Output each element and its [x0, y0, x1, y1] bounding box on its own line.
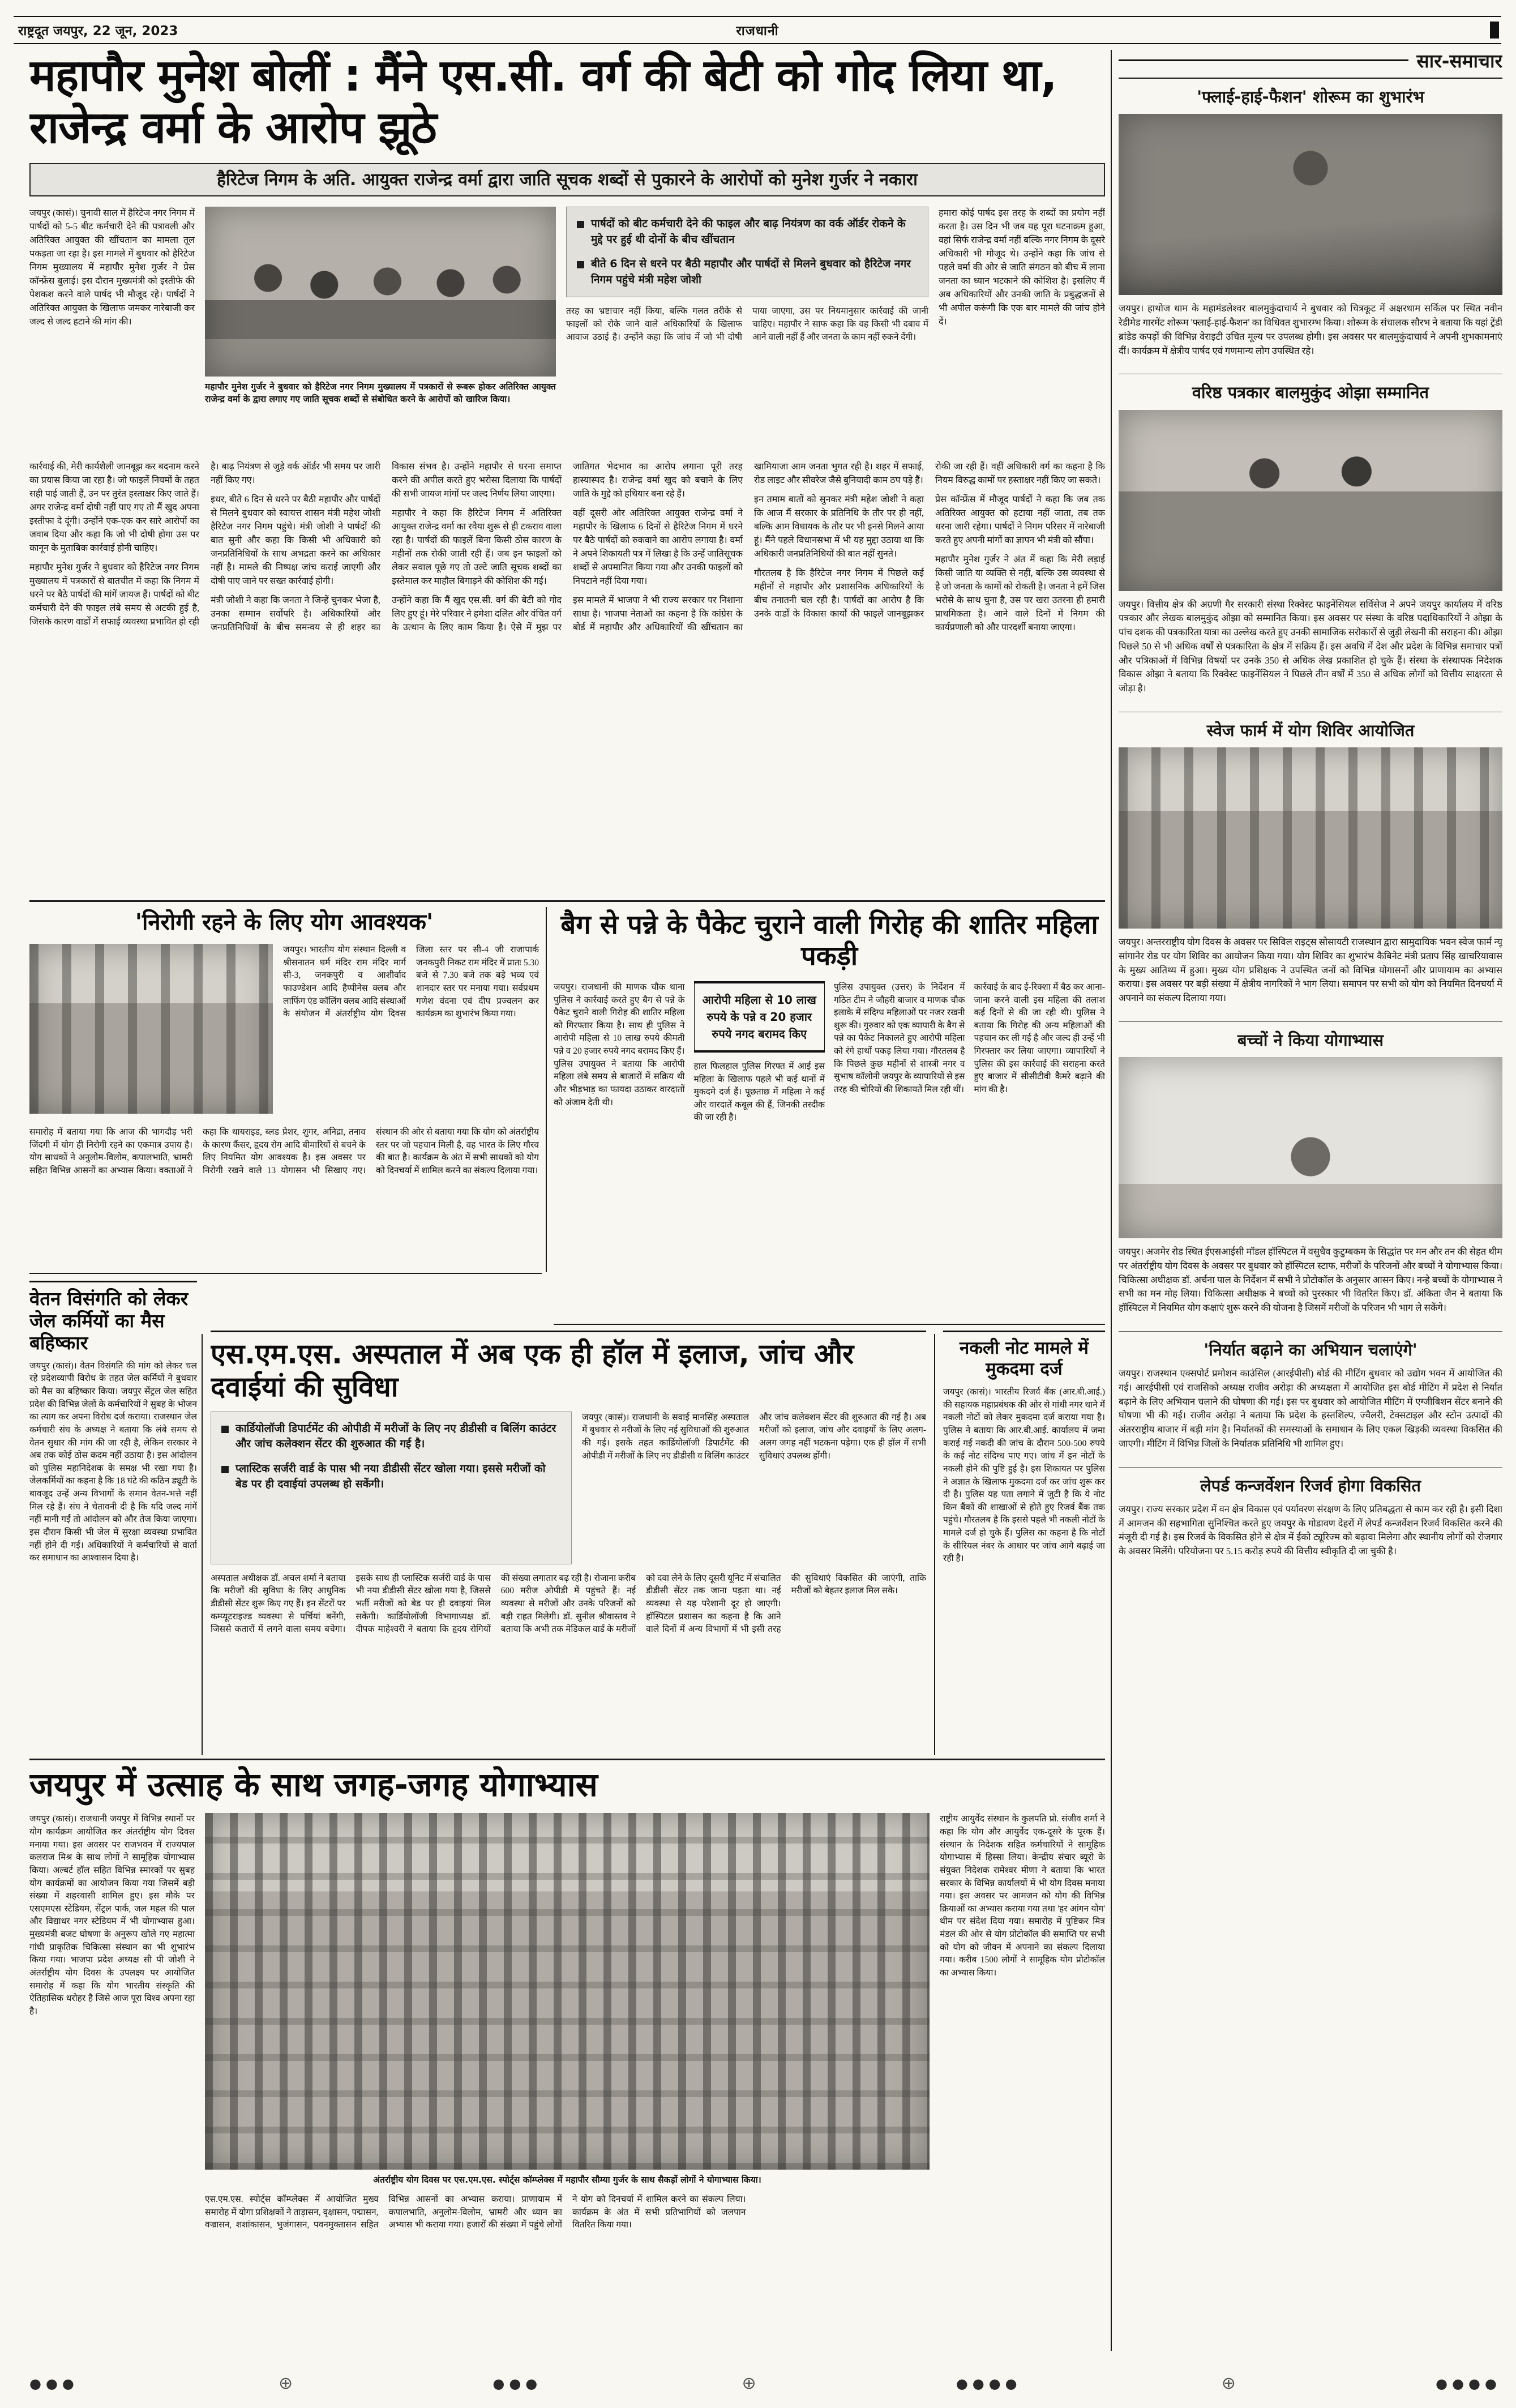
article-city-yoga	[29, 1765, 1105, 2351]
divider-rule	[202, 1334, 203, 1755]
title-rule-line	[1119, 59, 1408, 61]
bag-column-1: जयपुर। राजधानी की माणक चौक थाना पुलिस ने कार्रवाई करते हुए बैग से पन्ने के पैकेट चुराने वाली गिरोह की शातिर महिला को गिरफ्तार किया है। साथ ही पुलिस ने आरोपी महिला से 10 लाख रुपये कीमती पन्ने व 20 हजार रुपये नगद बरामद किए हैं। पुलिस उपायुक्त ने बताया कि आरोपी महिला लंबे समय से बाजारों में सक्रिय थी और भीड़भाड़ का फायदा उठाकर वारदातों को अंजाम देती थी।	[554, 982, 685, 1107]
bag-column-3: पुलिस उपायुक्त (उत्तर) के निर्देशन में गठित टीम ने जौहरी बाजार व माणक चौक इलाके में संदिग्ध महिलाओं पर नजर रखनी शुरू की। गुरुवार को एक व्यापारी के बैग से पन्ने का पैकेट निकालते हुए आरोपी महिला को रंगे हाथों पकड़ लिया गया। गौरतलब है कि पिछले कुछ महीनों से शास्त्री नगर व सुभाष कॉलोनी जयपुर के व्यापारियों से इस तरह की चोरियों की शिकायतें मिल रही थीं।	[834, 982, 965, 1094]
s3-body: जयपुर। अन्तरराष्ट्रीय योग दिवस के अवसर पर सिविल राइट्स सोसायटी राजस्थान द्वारा सामुदायिक भवन स्वेज फार्म न्यू सांगानेर रोड पर योग शिविर का आयोजन किया गया। योग शिविर का शुभारंभ कैबिनेट मंत्री प्रताप सिंह खाचरियावास के मुख्य आतिथ्य में हुआ। मुख्य योग प्रशिक्षक ने उपस्थित जनों को विभिन्न योगासनों और प्राणायाम का अभ्यास कराया। इस अवसर पर बड़ी संख्या में क्षेत्रीय नागरिकों ने भाग लिया। समापन पर सभी को योग को नियमित दिनचर्या में अपनाने का संकल्प दिलाया गया।	[1119, 936, 1502, 1003]
lead-column-1	[29, 207, 195, 450]
print-dots: ●●●●	[956, 2375, 1022, 2392]
sms-bullet-1: कार्डियोलॉजी डिपार्टमेंट की ओपीडी में मरीजों के लिए नए डीडीसी व बिलिंग काउंटर और जांच कलेक्शन सेंटर की शुरुआत की गई है।	[235, 1422, 556, 1451]
main-sidebar-rule	[1111, 50, 1112, 2351]
registration-mark-icon: ⊕	[742, 2373, 756, 2393]
sms-bullet-item	[221, 1461, 561, 1492]
corner-mark-icon	[1490, 22, 1499, 39]
nirogi-body: समारोह में बताया गया कि आज की भागदौड़ भरी जिंदगी में योग ही निरोगी रहने का एकमात्र उपाय है। योग साधकों ने अनुलोम-विलोम, कपालभाति, भ्रामरी सहित विभिन्न आसनों का अभ्यास किया। वक्ताओं ने कहा कि थायराइड, ब्लड प्रेशर, शुगर, अनिद्रा, तनाव के कारण कैंसर, हृदय रोग आदि बीमारियों से बचने के लिए नियमित योग आवश्यक है। इस अवसर पर निरोगी रखने वाले 13 योगासन भी सिखाए गए। संस्थान की ओर से बताया गया कि योग को अंतर्राष्ट्रीय स्तर पर जो पहचान मिली है, वह भारत के लिए गौरव की बात है। कार्यक्रम के अंत में सभी साधकों को योग को दिनचर्या में शामिल करने का संकल्प दिलाया गया।	[29, 1127, 539, 1176]
sms-bullet-2: प्लास्टिक सर्जरी वार्ड के पास भी नया डीडीसी सेंटर खोला गया। इससे मरीजों को बेड पर ही दवाईयां उपलब्ध हो सकेंगी।	[235, 1462, 546, 1491]
masthead-corner	[1490, 22, 1501, 39]
s1-headline: 'फ्लाई-हाई-फैशन' शोरूम का शुभारंभ	[1197, 87, 1424, 106]
sms-body: अस्पताल अधीक्षक डॉ. अचल शर्मा ने बताया कि मरीजों की सुविधा के लिए आधुनिक डीडीसी सेंटर शुरू किए गए हैं। इन सेंटरों पर कम्प्यूटराइज्ड व्यवस्था से पर्चियां बनेंगी, जिससे कतारों में लगने वाला समय बचेगा। इसके साथ ही प्लास्टिक सर्जरी वार्ड के पास भी नया डीडीसी सेंटर खोला गया है, जिससे भर्ती मरीजों को बेड पर ही दवाइयां मिल सकेंगी। कार्डियोलॉजी विभागाध्यक्ष डॉ. दीपक माहेश्वरी ने बताया कि हृदय रोगियों की संख्या लगातार बढ़ रही है। रोजाना करीब 600 मरीज ओपीडी में पहुंचते हैं। नई व्यवस्था से मरीजों और उनके परिजनों को बड़ी राहत मिलेगी। डॉ. सुनील श्रीवास्तव ने बताया कि अभी तक मेडिकल वार्ड के मरीजों को दवा लेने के लिए दूसरी यूनिट में संचालित डीडीसी सेंटर तक जाना पड़ता था। नई व्यवस्था से यह परेशानी दूर हो जाएगी। हॉस्पिटल प्रशासन का कहना है कि आने वाले दिनों में अन्य विभागों में भी इसी तरह की सुविधाएं विकसित की जाएंगी, ताकि मरीजों को बेहतर इलाज मिल सके।	[211, 1573, 926, 1635]
sidebar-story-fashion-showroom	[1119, 79, 1502, 374]
bullet-square-icon	[221, 1426, 229, 1433]
s5-body: जयपुर। राजस्थान एक्सपोर्ट प्रमोशन काउंसिल (आरईपीसी) बोर्ड की मीटिंग बुधवार को उद्योग भवन में आयोजित की गई। आरईपीसी एवं राजसिको अध्यक्ष राजीव अरोड़ा की अध्यक्षता में आयोजित इस बोर्ड मीटिंग में प्रदेश से निर्यात बढ़ाने के लिए अभियान चलाने की घोषणा की गई। इस पर बुधवार को आयोजित मीटिंग में एग्जीबिशन सेंटर बनाने की घोषणा भी की गई। राजीव अरोड़ा ने बताया कि प्रदेश के हस्तशिल्प, ज्वैलरी, टेक्सटाइल और स्टोन उत्पादों की अंतरराष्ट्रीय बाजार में बड़ी मांग है। निर्यातकों की समस्याओं के समाधान के लिए एकल खिड़की व्यवस्था विकसित की जाएगी। मीटिंग में विभिन्न जिलों के निर्यातक प्रतिनिधि भी शामिल हुए।	[1119, 1368, 1502, 1449]
divider-rule	[546, 907, 547, 1272]
article-emerald-theft	[554, 909, 1105, 1319]
print-dots: ●●●	[29, 2375, 79, 2392]
press-conference-photo	[205, 207, 556, 377]
bag-column-2: आरोपी महिला से 10 लाख रुपये के पन्ने व 20 हजार रुपये नगद बरामद किए हाल फिलहाल पुलिस गिरफ्त में आई इस महिला के खिलाफ पहले भी कई थानों में मुकदमे दर्ज हैं। पूछताछ में महिला ने कई और वारदातें कबूल की हैं, जिनकी तस्दीक की जा रही है।	[694, 981, 825, 1304]
yoga-session-photo	[29, 944, 273, 1114]
mass-yoga-photo	[205, 1813, 930, 2170]
article-nirogi-yoga	[29, 909, 539, 1271]
lead-body: कार्रवाई की, मेरी कार्यशैली जानबूझ कर बदनाम करने का प्रयास किया जा रहा है। जो फाइलें नियमों के तहत सही पाई जाती हैं, उन पर तुरंत हस्ताक्षर किए जाते हैं। अगर राजेन्द्र वर्मा दोषी नहीं पाए गए तो मैं खुद अपना इस्तीफा दे दूंगी। उन्होंने एक-एक कर सारे आरोपों का जवाब दिया और कहा कि जो भी दोषी होगा उस पर कानून के मुताबिक कार्रवाई होनी चाहिए। महापौर मुनेश गुर्जर ने बुधवार को हैरिटेज नगर निगम मुख्यालय में पत्रकारों से बातचीत में कहा कि निगम में धरने पर बैठे पार्षदों की मांगें जायज हैं। पार्षदों को बीट कर्मचारी देने की फाइल लंबे समय से अटकी हुई है, जिसके कारण वार्डों में सफाई व्यवस्था प्रभावित हो रही है। बाढ़ नियंत्रण से जुड़े वर्क ऑर्डर भी समय पर जारी नहीं किए गए। इधर, बीते 6 दिन से धरने पर बैठी महापौर और पार्षदों से मिलने बुधवार को स्वायत्त शासन मंत्री महेश जोशी हैरिटेज नगर निगम पहुंचे। मंत्री जोशी ने पार्षदों की बात सुनी और कहा कि किसी भी अधिकारी को जनप्रतिनिधियों के साथ अभद्रता करने का अधिकार नहीं है। मामले की निष्पक्ष जांच कराई जाएगी और दोषी पाए जाने पर सख्त कार्रवाई होगी। मंत्री जोशी ने कहा कि जनता ने जिन्हें चुनकर भेजा है, उनका सम्मान सर्वोपरि है। अधिकारियों और जनप्रतिनिधियों के बीच समन्वय से ही शहर का विकास संभव है। उन्होंने महापौर से धरना समाप्त करने की अपील करते हुए भरोसा दिलाया कि पार्षदों की सभी जायज मांगों पर जल्द निर्णय लिया जाएगा। महापौर ने कहा कि हैरिटेज निगम में अतिरिक्त आयुक्त राजेन्द्र वर्मा का रवैया शुरू से ही टकराव वाला रहा है। पार्षदों की फाइलें बिना किसी ठोस कारण के महीनों तक रोकी जाती रही हैं। जब इन फाइलों को लेकर सवाल पूछे गए तो उल्टे जाति सूचक शब्दों का इस्तेमाल कर माहौल बिगाड़ने की कोशिश की गई। उन्होंने कहा कि मैं खुद एस.सी. वर्ग की बेटी को गोद लिए हुए हूं। मेरे परिवार ने हमेशा दलित और वंचित वर्ग के उत्थान के लिए काम किया है। ऐसे में मुझ पर जातिगत भेदभाव का आरोप लगाना पूरी तरह हास्यास्पद है। राजेन्द्र वर्मा खुद को बचाने के लिए जाति के मुद्दे को हथियार बना रहे हैं। वहीं दूसरी ओर अतिरिक्त आयुक्त राजेन्द्र वर्मा ने महापौर के खिलाफ 6 दिनों से हैरिटेज निगम में धरने पर बैठे पार्षदों को रुकवाने का आरोप लगाया है। वर्मा ने अपने शिकायती पत्र में लिखा है कि उन्हें जातिसूचक शब्दों से अपमानित किया गया और उनकी फाइलों को निपटाने नहीं दिया गया। इस मामले में भाजपा ने भी राज्य सरकार पर निशाना साधा है। भाजपा नेताओं का कहना है कि कांग्रेस के बोर्ड में महापौर और अधिकारियों की खींचतान का खामियाजा आम जनता भुगत रही है। शहर में सफाई, रोड लाइट और सीवरेज जैसे बुनियादी काम ठप पड़े हैं। इन तमाम बातों को सुनकर मंत्री महेश जोशी ने कहा कि आज मैं सरकार के प्रतिनिधि के तौर पर ही नहीं, बल्कि आम विधायक के तौर पर भी इनसे मिलने आया हूं। मैंने पहले विधानसभा में भी यह मुद्दा उठाया था कि अधिकारी जनप्रतिनिधियों की बात नहीं सुनते। गौरतलब है कि हैरिटेज नगर निगम में पिछले कई महीनों से महापौर और प्रशासनिक अधिकारियों के बीच तनातनी चल रही है। पार्षदों का आरोप है कि उनके वार्डों के विकास कार्यों की फाइलें जानबूझकर रोकी जा रही हैं। वहीं अधिकारी वर्ग का कहना है कि नियम विरुद्ध कामों पर हस्ताक्षर नहीं किए जा सकते। प्रेस कॉन्फ्रेंस में मौजूद पार्षदों ने कहा कि जब तक अतिरिक्त आयुक्त को हटाया नहीं जाता, तब तक धरना जारी रहेगा। पार्षदों ने निगम परिसर में नारेबाजी करते हुए अपनी मांगों का ज्ञापन भी मंत्री को सौंपा। महापौर मुनेश गुर्जर ने अंत में कहा कि मेरी लड़ाई किसी जाति या व्यक्ति से नहीं, बल्कि उस व्यवस्था से है जो जनता के कामों को रोकती है। जनता ने हमें जिस भरोसे के साथ चुना है, उस पर खरा उतरना ही हमारी प्राथमिकता है। आने वाले दिनों में निगम की कार्यप्रणाली को और पारदर्शी बनाया जाएगा।	[29, 462, 1105, 633]
masthead-section-title: राजधानी	[736, 24, 779, 39]
bag-body	[554, 981, 1105, 1304]
vetan-headline: वेतन विसंगति को लेकर जेल कर्मियों का मैस बहिष्कार	[29, 1288, 189, 1354]
bag-column-4: कार्रवाई के बाद ई-रिक्शा में बैठ कर आना-जाना करने वाली इस महिला की तलाश कई दिनों से की जा रही थी। पुलिस ने बताया कि गिरोह की अन्य महिलाओं की पहचान कर ली गई है और जल्द ही उन्हें भी गिरफ्तार कर लिया जाएगा। व्यापारियों ने पुलिस की इस कार्रवाई की सराहना करते हुए बाजार में सीसीटीवी कैमरे बढ़ाने की मांग की है।	[974, 982, 1105, 1094]
sms-bullet-item	[221, 1421, 561, 1452]
print-dots: ●●●	[493, 2375, 542, 2392]
utsah-headline: जयपुर में उत्साह के साथ जगह-जगह योगाभ्यास	[29, 1765, 598, 1804]
nakli-body: जयपुर (कासं)। भारतीय रिजर्व बैंक (आर.बी.आई.) की सहायक महाप्रबंधक की ओर से गांधी नगर थाने में नकली नोटों को लेकर मुकदमा दर्ज कराया गया है। पुलिस ने बताया कि आर.बी.आई. कार्यालय में जमा कराई गई नकदी की जांच के दौरान 500-500 रुपये के कई नोट संदिग्ध पाए गए। जांच में इन नोटों के नकली होने की पुष्टि हुई है। इस शिकायत पर पुलिस ने अज्ञात के खिलाफ मुकदमा दर्ज कर जांच शुरू कर दी है। पुलिस यह पता लगाने में जुटी है कि ये नोट किन बैंकों की शाखाओं से होते हुए रिजर्व बैंक तक पहुंचे। गौरतलब है कि इससे पहले भी नकली नोटों के मामले दर्ज हो चुके हैं। पुलिस का कहना है कि नोटों के सीरियल नंबर के आधार पर जांच आगे बढ़ाई जा रही है।	[943, 1387, 1105, 1564]
nirogi-headline: 'निरोगी रहने के लिए योग आवश्यक'	[135, 909, 434, 935]
lead-top-zone	[29, 207, 1105, 450]
utsah-photo-caption: अंतर्राष्ट्रीय योग दिवस पर एस.एम.एस. स्पोर्ट्स कॉम्प्लेक्स में महापौर सौम्या गुर्जर के साथ सैकड़ों लोगों ने योगाभ्यास किया।	[373, 2175, 761, 2185]
award-ceremony-photo	[1119, 410, 1502, 591]
lead-col1-text: जयपुर (कासं)। चुनावी साल में हैरिटेज नगर निगम में पार्षदों को 5-5 बीट कर्मचारी देने की पत्रावली और अतिरिक्त आयुक्त की खींचतान का मामला तूल पकड़ता जा रहा है। इस मामले में बुधवार को हैरिटेज निगम मुख्यालय में महापौर मुनेश गुर्जर ने प्रेस कॉन्फ्रेंस बुलाई। इस दौरान मुख्यमंत्री को इस्तीफे की पेशकश करने वाले पार्षद भी मौजूद रहे। पार्षदों ने अतिरिक्त आयुक्त के खिलाफ जमकर नारेबाजी कर जल्द से जल्द हटाने की मांग की।	[29, 208, 195, 327]
s1-body: जयपुर। हाथोज धाम के महामंडलेश्वर बालमुकुंदाचार्य ने बुधवार को चित्रकूट में अक्षरधाम सर्किल पर स्थित नवीन रेडीमेड गारमेंट शोरूम 'फ्लाई-हाई-फैशन' का विधिवत शुभारम्भ किया। शोरूम के संचालक सौरभ ने बताया कि यहां ट्रेंडी ब्रांडेड कपड़ों की विभिन्न वेराइटी उचित मूल्य पर उपलब्ध होगी। इस अवसर पर बालमुकुंदाचार्य ने अपनी शुभकामनाएं दीं। कार्यक्रम में क्षेत्रीय पार्षद एवं गणमान्य लोग उपस्थित रहे।	[1119, 303, 1502, 356]
lead-after-box-text: तरह का भ्रष्टाचार नहीं किया, बल्कि गलत तरीके से फाइलों को रोके जाने वाले अधिकारियों के खिलाफ आवाज उठाई है। उन्होंने कहा कि जांच में जो भी दोषी पाया जाएगा, उस पर नियमानुसार कार्रवाई की जानी चाहिए। महापौर ने साफ कहा कि वह किसी भी दबाव में आने वाली नहीं हैं और जनता के काम नहीं रुकने देंगी।	[566, 306, 928, 342]
nirogi-top-row	[29, 944, 539, 1119]
article-sms-hospital	[211, 1331, 926, 1763]
sidebar-title-row	[1119, 48, 1502, 79]
divider-rule	[934, 1334, 935, 1755]
print-dots: ●●●●	[1436, 2375, 1501, 2392]
sms-bullet-box	[211, 1412, 572, 1564]
bag-headline: बैग से पन्ने के पैकेट चुराने वाली गिरोह की शातिर महिला पकड़ी	[560, 909, 1098, 972]
lead-bullet-column	[566, 207, 928, 450]
lead-photo-caption: महापौर मुनेश गुर्जर ने बुधवार को हैरिटेज नगर निगम मुख्यालय में पत्रकारों से रूबरू होकर अतिरिक्त आयुक्त राजेन्द्र वर्मा के द्वारा लगाए गए जाति सूचक शब्दों से संबोधित करने के आरोपों को खारिज किया।	[205, 382, 556, 404]
bullet-square-icon	[221, 1466, 229, 1473]
vetan-body: जयपुर (कासं)। वेतन विसंगति की मांग को लेकर चल रहे प्रदेशव्यापी विरोध के तहत जेल कर्मियों ने बुधवार को मैस का बहिष्कार किया। जयपुर सेंट्रल जेल सहित प्रदेश की विभिन्न जेलों के कर्मचारियों ने सुबह के भोजन का त्याग कर अपना विरोध दर्ज कराया। राजस्थान जेल कर्मचारी संघ के अध्यक्ष ने बताया कि लंबे समय से वेतन सुधार की मांग की जा रही है, लेकिन सरकार ने अब तक कोई ठोस कदम नहीं उठाया है। इस आंदोलन को पुलिस महानिदेशक के समक्ष भी रखा गया है। जेलकर्मियों का कहना है कि 18 घंटे की कठिन ड्यूटी के बावजूद उन्हें अन्य विभागों के समान वेतन-भत्ते नहीं मिल रहे हैं। संघ ने चेतावनी दी है कि यदि जल्द मांगें नहीं मानी गईं तो आंदोलन को और तेज किया जाएगा। इस दौरान किसी भी जेल में सुरक्षा व्यवस्था प्रभावित नहीं होने दी गई। अधिकारियों ने कर्मचारियों से वार्ता कर समाधान का आश्वासन दिया है।	[29, 1361, 197, 1563]
s6-headline: लेपर्ड कन्जर्वेशन रिजर्व होगा विकसित	[1200, 1475, 1421, 1495]
s3-headline: स्वेज फार्म में योग शिविर आयोजित	[1206, 720, 1415, 740]
lead-bullet-box	[566, 207, 928, 297]
bag-highlight-box: आरोपी महिला से 10 लाख रुपये के पन्ने व 20 हजार रुपये नगद बरामद किए	[694, 981, 825, 1053]
lead-bullet-1: पार्षदों को बीट कर्मचारी देने की फाइल और बाढ़ नियंत्रण का वर्क ऑर्डर रोकने के मुद्दे पर हुई थी दोनों के बीच खींचतान	[591, 217, 906, 246]
divider-rule	[29, 1273, 542, 1274]
registration-mark-icon: ⊕	[1221, 2373, 1236, 2393]
utsah-grid	[29, 1813, 1105, 2351]
lead-subhead: हैरिटेज निगम के अति. आयुक्त राजेन्द्र वर्मा द्वारा जाति सूचक शब्दों से पुकारने के आरोपों को मुनेश गुर्जर ने नकारा	[29, 163, 1105, 196]
article-fake-currency	[943, 1331, 1105, 1763]
sms-intro: जयपुर (कासं)। राजधानी के सवाई मानसिंह अस्पताल में बुधवार से मरीजों के लिए नई सुविधाओं की शुरुआत की गई। इसके तहत कार्डियोलॉजी डिपार्टमेंट की ओपीडी में मरीजों के लिए नए डीडीसी व बिलिंग काउंटर और जांच कलेक्शन सेंटर की शुरुआत की गई है। अब मरीजों को इलाज, जांच और दवाइयों के लिए अलग-अलग जगह नहीं भटकना पड़ेगा। एक ही हॉल में सभी सुविधाएं उपलब्ध होंगी।	[582, 1412, 926, 1461]
s4-headline: बच्चों ने किया योगाभ्यास	[1237, 1030, 1384, 1050]
sidebar-story-journalist-honoured	[1119, 374, 1502, 712]
divider-rule	[29, 900, 1105, 902]
utsah-bottom-text: एस.एम.एस. स्पोर्ट्स कॉम्प्लेक्स में आयोजित मुख्य समारोह में योगा प्रशिक्षकों ने ताड़ासन, वृक्षासन, पद्मासन, वज्रासन, शशांकासन, भुजंगासन, पवनमुक्तासन सहित विभिन्न आसनों का अभ्यास कराया। प्राणायाम में कपालभाति, अनुलोम-विलोम, भ्रामरी और ध्यान का अभ्यास भी कराया गया। हजारों की संख्या में पहुंचे लोगों ने योग को दिनचर्या में शामिल करने का संकल्प लिया। कार्यक्रम के अंत में सभी प्रतिभागियों को जलपान वितरित किया गया।	[205, 2195, 746, 2230]
lead-headline: महापौर मुनेश बोलीं : मैंने एस.सी. वर्ग की बेटी को गोद लिया था, राजेन्द्र वर्मा के आरोप झूठे	[29, 50, 1057, 154]
fashion-showroom-photo	[1119, 114, 1502, 295]
bullet-square-icon	[577, 261, 584, 268]
nirogi-intro: जयपुर। भारतीय योग संस्थान दिल्ली व श्रीसनातन धर्म मंदिर राम मंदिर मार्ग सी-3, जनकपुरी व आशीर्वाद फाउण्डेशन आदि हैप्पीनेस क्लब और लाफिंग एंड कॉलिंग क्लब आदि संस्थाओं के संयोजन में अंतर्राष्ट्रीय योग दिवस जिला स्तर पर सी-4 जी राजापार्क जनकपुरी निकट राम मंदिर में प्रातः 5.30 बजे से 7.30 बजे तक बड़े भव्य एवं शानदार स्तर पर मनाया गया। सर्वप्रथम गणेश वंदना एवं दीप प्रज्वलन कर कार्यक्रम का शुभारंभ किया गया।	[283, 945, 539, 1019]
article-jail-mess-boycott	[29, 1281, 197, 1763]
s2-headline: वरिष्ठ पत्रकार बालमुकुंद ओझा सम्मानित	[1192, 383, 1429, 403]
utsah-left-column: जयपुर (कासं)। राजधानी जयपुर में विभिन्न स्थानों पर योग कार्यक्रम आयोजित कर अंतर्राष्ट्रीय योग दिवस मनाया गया। इस अवसर पर राजभवन में राज्यपाल कलराज मिश्र के साथ लोगों ने सामूहिक योगाभ्यास किया। अल्बर्ट हॉल सहित विभिन्न स्मारकों पर सुबह योग कार्यक्रमों का आयोजन किया गया जिसमें बड़ी संख्या में शहरवासी शामिल हुए। इस मौके पर एसएमएस स्टेडियम, सेंट्रल पार्क, जल महल की पाल और विद्याधर नगर स्टेडियम में भी योगाभ्यास हुआ। मुख्यमंत्री बजट घोषणा के अनुरूप खोले गए महात्मा गांधी प्राकृतिक चिकित्सा संस्थान का भी शुभारंभ किया गया। भाजपा प्रदेश अध्यक्ष सी पी जोशी ने अंतर्राष्ट्रीय योग दिवस के उपलक्ष्य पर आयोजित समारोह में कहा कि योग भारतीय संस्कृति की ऐतिहासिक धरोहर है जिसे आज पूरा विश्व अपना रहा है।	[29, 1814, 195, 2016]
yoga-camp-photo	[1119, 747, 1502, 929]
sidebar-story-swej-farm-yoga	[1119, 712, 1502, 1022]
sidebar-story-leopard-reserve	[1119, 1468, 1502, 1575]
sidebar-news-briefs	[1119, 48, 1502, 2352]
lead-photo-figure	[205, 207, 556, 450]
masthead	[14, 16, 1501, 44]
s4-body: जयपुर। अजमेर रोड स्थित ईएसआईसी मॉडल हॉस्पिटल में वसुधैव कुटुम्बकम के सिद्धांत पर मन और तन की सेहत थीम पर अंतर्राष्ट्रीय योग दिवस के अवसर पर बुधवार को हॉस्पिटल स्टाफ, मरीजों के परिजनों और बच्चों ने योगाभ्यास किया। चिकित्सा अधीक्षक डॉ. अर्चना पाल के निर्देशन में सभी ने प्रोटोकॉल के अनुसार आसन किए। नन्हे बच्चों के योगाभ्यास ने सभी का मन मोह लिया। चिकित्सा अधीक्षक ने बच्चों को पुरस्कार भी वितरित किए। डॉ. अंकिता जैन ने बताया कि हॉस्पिटल में नियमित योग कक्षाएं शुरू करने की योजना है जिसमें मरीजों के परिजन भी भाग ले सकेंगे।	[1119, 1246, 1502, 1313]
s5-headline: 'निर्यात बढ़ाने का अभियान चलाएंगे'	[1204, 1340, 1417, 1359]
s2-body: जयपुर। वित्तीय क्षेत्र की अग्रणी गैर सरकारी संस्था रिक्वेस्ट फाइनेंसियल सर्विसेज ने अपने जयपुर कार्यालय में वरिष्ठ पत्रकार और लेखक बालमुकुंद ओझा को सम्मानित किया। इस अवसर पर संस्था के वरिष्ठ पदाधिकारियों ने ओझा के पांच दशक की पत्रकारिता यात्रा का उल्लेख करते हुए उनकी सामाजिक सरोकारों से जुड़ी लेखनी की सराहना की। ओझा पिछले 50 से भी अधिक वर्षों से पत्रकारिता के क्षेत्र में सक्रिय हैं। इस अवधि में देश और प्रदेश के विभिन्न समाचार पत्रों और पत्रिकाओं में विभिन्न विषयों पर उनके 350 से अधिक लेख प्रकाशित हो चुके हैं। संस्था के संस्थापक निदेशक विकास ओझा ने बताया कि रिक्वेस्ट फाइनेंसियल ने पिछले तीन वर्षों में 350 से अधिक लोगों को वित्तीय साक्षरता से जोड़ा है।	[1119, 598, 1502, 694]
utsah-right-column: राष्ट्रीय आयुर्वेद संस्थान के कुलपति प्रो. संजीव शर्मा ने कहा कि योग और आयुर्वेद एक-दूसरे के पूरक हैं। संस्थान के निदेशक सहित कर्मचारियों ने सामूहिक योगाभ्यास में हिस्सा लिया। केन्द्रीय संचार ब्यूरो के संयुक्त निदेशक रामेश्वर मीणा ने बताया कि भारत सरकार के विभिन्न कार्यालयों में भी योग दिवस मनाया गया। इस अवसर पर आमजन को योग की विभिन्न क्रियाओं का अभ्यास कराया गया तथा 'हर आंगन योग' थीम पर संदेश दिया गया। समारोह में पुष्टिकर मित्र मंडल की ओर से योग प्रोटोकॉल की समाप्ति पर सभी को योग को जीवन में अपनाने का संकल्प दिलाया गया। करीब 1500 लोगों ने सामूहिक योग प्रोटोकॉल का अभ्यास किया।	[940, 1814, 1105, 1978]
article-lead	[29, 50, 1105, 898]
footer-print-marks	[29, 2373, 1501, 2393]
masthead-date: राष्ट्रदूत जयपुर, 22 जून, 2023	[18, 24, 178, 39]
lead-bullet-item	[577, 256, 918, 288]
sms-headline: एस.एम.एस. अस्पताल में अब एक ही हॉल में इलाज, जांच और दवाईयां की सुविधा	[211, 1338, 854, 1403]
bullet-square-icon	[577, 221, 584, 228]
divider-rule	[554, 1324, 1105, 1325]
sidebar-story-children-yoga	[1119, 1022, 1502, 1332]
sidebar-title: सार-समाचार	[1416, 50, 1502, 72]
sms-top-row	[211, 1412, 926, 1564]
utsah-center	[205, 1813, 930, 2351]
s6-body: जयपुर। राज्य सरकार प्रदेश में वन क्षेत्र विकास एवं पर्यावरण संरक्षण के लिए प्रतिबद्धता से काम कर रही है। इसी दिशा में आमजन की सहभागिता सुनिश्चित करते हुए जयपुर के गोडावण देहरों में लेपर्ड कन्जर्वेशन रिजर्व विकसित करने की मंजूरी दी गई है। इस रिजर्व के विकसित होने से क्षेत्र में ईको ट्यूरिज्म को बढ़ावा मिलेगा और स्थानीय लोगों को रोजगार के अवसर मिलेंगे। परियोजना पर 5.15 करोड़ रुपये की वित्तीय स्वीकृति दी जा चुकी है।	[1119, 1503, 1502, 1556]
sidebar-story-export-campaign	[1119, 1332, 1502, 1468]
lead-bullet-item	[577, 216, 918, 247]
child-yoga-photo	[1119, 1057, 1502, 1238]
registration-mark-icon: ⊕	[279, 2373, 293, 2393]
nakli-headline: नकली नोट मामले में मुकदमा दर्ज	[960, 1338, 1089, 1379]
lead-column-right: हमारा कोई पार्षद इस तरह के शब्दों का प्रयोग नहीं करता है। उस दिन भी जब यह पूरा घटनाक्रम हुआ, वहां सिर्फ राजेन्द्र वर्मा नहीं बल्कि नगर निगम के दूसरे अधिकारी भी मौजूद थे। उन्होंने कहा कि जांच से पहले वर्मा की ओर से जाति संगठन को बीच में लाना जनता का ध्यान भटकाने की कोशिश है। इसलिए मैं अब अधिकारियों और उनकी जाति के प्रबुद्धजनों से भी अपील करूंगी कि एक बार मामले की जांच होने दें।	[939, 208, 1105, 327]
lead-bullet-2: बीते 6 दिन से धरने पर बैठी महापौर और पार्षदों से मिलने बुधवार को हैरिटेज नगर निगम पहुंचे मंत्री महेश जोशी	[591, 258, 911, 286]
